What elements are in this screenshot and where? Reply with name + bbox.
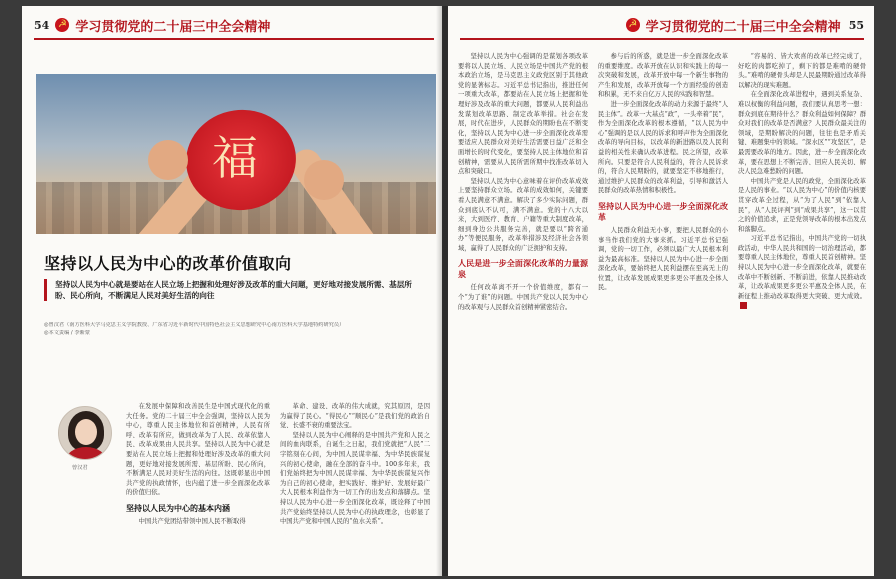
subheading: 人民是进一步全面深化改革的力量源泉 [458,259,588,280]
right-page-header [620,14,864,36]
paragraph: 人民群众利益无小事，要把人民群众的小事当作我们党的大事来抓。习近平总书记强调，党的一切工作，必须以最广大人民根本利益为最高标准。坚持以人民为中心进一步全面深化改革，要始终把人民利益摆在至高无上的位置，让改革发展成果更多更公平惠及全体人民。 [598,226,728,292]
paragraph: 革命、建设、改革的伟大成就，究其原因，是因为赢得了民心。“得民心”“顺民心”是我们党的政治自觉、长盛不衰的重要法宝。 [280,403,430,430]
paragraph: 坚持以人民为中心阐释的是中国共产党和人民之间的血肉联系，自诞生之日起，我们党就把“人民”二字铭刻在心间，为中国人民谋幸福、为中华民族谋复兴的初心使命，融在全部的奋斗中。100多年来，我们党始终把为中国人民谋幸福、为中华民族谋复兴作为自己的初心使命，把实践好、维护好、发展好最广大人民根本利益作为一切工作的出发点和落脚点。坚持以人民为中心进一步全面深化改革，既诠释了中国共产党始终坚持以人民为中心的执政理念，也彰显了中国共产党和中国人民的“鱼水关系”。 [280,431,430,526]
paragraph: 在全面深化改革进程中，遇到关系复杂、难以权衡的利益问题，我们要认真思考一想：群众到底在期待什么？群众利益如何保障？群众对我们的改革是否满意？人民群众最关注的领域，是期盼解决的问题，往往也是矛盾关键、难题集中的领域。“深水区”“攻坚区”，是最需要改革的地方。因此，进一步全面深化改革，要在思想上不断完善、回应人民关切、解决人民急难愁盼的问题。 [738,91,866,176]
paragraph: 坚持以人民为中心意味着在评价改革成效上要坚持群众立场。改革的成效如何，关键要看人民满意不满意。解决了多少实际问题，群众到底认不认可，满不满意。党的十八大以来，大到医疗、教育、户籍等重大制度改革，细到身边公共服务完善，就是要以“跨省通办”等便民服务，改革举措涉及经济社会各领域，赢得了人民群众的广泛拥护和支持。 [458,177,588,252]
page-number: 54 [34,18,50,32]
end-mark-icon [740,302,747,309]
left-column-2 [280,402,430,572]
party-emblem-icon: ☭ [55,18,69,32]
author-caption: 曾汉君 [72,465,88,471]
subheading: 坚持以人民为中心的基本内涵 [126,503,230,513]
party-emblem-icon: ☭ [626,18,640,32]
paragraph: 在发展中保障和改善民生是中国式现代化的重大任务。党的二十届三中全会强调，坚持以人民为中心，尊重人民主体地位和首创精神，人民有所呼、改革有所应，做到改革为了人民、改革依靠人民、改革成果由人民共享。坚持以人民为中心就是要站在人民立场上把握和处理好涉及改革的重大问题，更好地对接发展所需、基层所盼、民心所向，不断满足人民对美好生活的向往。这既彰显出中国共产党的执政情怀，也内蕴了进一步全面深化改革的价值归依。 [126,403,270,497]
right-fist [304,160,344,200]
left-page-header [34,14,270,36]
left-fist [148,140,188,180]
paragraph: “容易的、皆大欢喜的改革已经完成了，好吃的肉都吃掉了，剩下的都是难啃的硬骨头。”难啃的硬骨头却是人民最期盼通过改革得以解决的现实难题。 [738,53,866,89]
left-page [22,6,442,576]
section-title: 学习贯彻党的二十届三中全会精神 [75,19,271,35]
paragraph: 坚持以人民为中心强调的是谋划各项改革要将以人民立场、人民立场是中国共产党的根本政治立场，是马克思主义政党区别于其他政党的显著标志。习近平总书记指出，推进任何一项重大改革，都要站在人民立场上把握和处理好涉及改革的重大问题，都要从人民利益出发谋划改革思路、制定改革举措。社会在发展，时代在进步，人民群众的期盼也在不断变化，坚持以人民为中心进一步全面深化改革需要适应人民群众对美好生活需要日益广泛和全面增长的时代变化，要坚持人民主体地位和首创精神，需要从人民所需所期中找准改革切入点和突破口。 [458,53,588,176]
page-number: 55 [848,18,864,32]
right-column-0 [458,52,588,572]
header-rule [34,38,434,40]
paragraph-text: 习近平总书记指出，中国共产党的一切执政活动，中华人民共和国的一切治理活动，都要尊重人民主体地位，尊重人民首创精神。坚持以人民为中心进一步全面深化改革，就要在改革中不断创新、不断前进，依靠人民推动改革，让改革成果更多更公平惠及全体人民，在新征程上推动改革取得更大突破、更大成效。 [738,235,866,300]
right-column-1 [598,52,728,572]
paragraph: 中国共产党团结带领中国人民不断取得 [138,517,246,525]
paragraph: 中国共产党是人民的政党，全面深化改革是人民的事业。“以人民为中心”的价值内核要贯穿改革全过程，从“为了人民”到“依靠人民”，从“人民评判”到“成果共享”，这一以贯之的价值追求，正是党领导改革的根本出发点和落脚点。 [738,177,866,233]
fu-character: 福 [212,131,258,185]
right-page [448,6,874,576]
right-column-2 [738,52,866,572]
header-rule [460,38,864,40]
author-portrait [58,406,112,460]
byline-author: ◎曾汉君（南方医科大学马克思主义学院教授、广东省习近平新时代中国特色社会主义思想研究中心南方医科大学基地特约研究员） [44,322,345,328]
left-column-1 [126,402,270,572]
subheading: 坚持以人民为中心进一步全面深化改革 [598,201,728,222]
paragraph: 进一步全面深化改革的动力来源于最终“人民主体”。改革一大基点“政”，一头牵着“民”，作为全面深化改革的根本遵循，“以人民为中心”强调的是以人民的诉求和呼声作为全面深化改革的导向目标，以改革的新进路以及人民利益的相关性来确认改革进程。民之所望，改革所向。只要是符合人民利益的，符合人民诉求的，符合人民期盼的，就要坚定不移地推行，通过维护人民群众的改革利益，引导和激活人民群众的改革热情和积极性。 [598,100,728,195]
article-lead: 坚持以人民为中心就是要站在人民立场上把握和处理好涉及改革的重大问题，更好地对接发展所需、基层所盼、民心所向，不断满足人民对美好生活的向往 [44,279,424,301]
section-title: 学习贯彻党的二十届三中全会精神 [645,19,841,35]
paragraph: 任何改革离不开一个价值维度，都有一个“为了谁”的问题。中国共产党以人民为中心的改革观与人民群众首创精神紧密结合。 [458,284,588,311]
paragraph: 参与后的所惑，就是进一步全面深化改革的重要维度。改革开放在认识和实践上的每一次突破和发展，改革开放中每一个新生事物的产生和发展，改革开放每一个方面经验的创造和积累，无不来自亿万人民的实践和智慧。 [598,53,728,99]
paragraph [738,234,866,311]
hero-photo [36,74,436,234]
byline-editor: ◎本文责编 / 李紫蒙 [44,330,90,336]
article-title: 坚持以人民为中心的改革价值取向 [44,254,292,273]
